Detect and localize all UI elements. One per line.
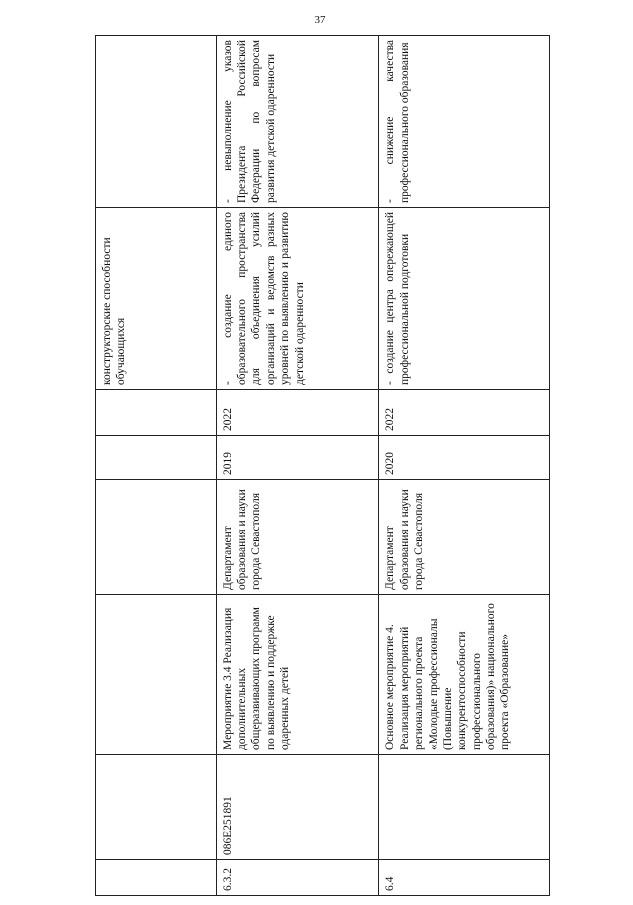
cell-num: 6.3.2 <box>216 860 379 896</box>
program-table <box>95 35 550 896</box>
cell-executor: Департамент образования и науки города Севастополя <box>379 480 550 595</box>
table-row <box>216 36 379 896</box>
rotated-table-frame <box>95 36 550 896</box>
cell-consequence <box>96 36 217 208</box>
cell-result: - создание центра опережающей профессиональной подготовки <box>379 208 550 390</box>
cell-code: 086E251891 <box>216 755 379 860</box>
cell-num: 6.4 <box>379 860 550 896</box>
cell-title <box>96 595 217 755</box>
cell-executor <box>96 480 217 595</box>
table-row <box>379 36 550 896</box>
cell-end: 2022 <box>216 390 379 436</box>
cell-end <box>96 390 217 436</box>
cell-code <box>379 755 550 860</box>
page-number: 37 <box>314 14 326 26</box>
cell-end: 2022 <box>379 390 550 436</box>
cell-start: 2019 <box>216 436 379 480</box>
cell-result: - создание единого образовательного пространства для объединения усилий организаций и ведомств разных уровней по выявлению и развитию детской одаренности <box>216 208 379 390</box>
cell-executor: Департамент образования и науки города Севастополя <box>216 480 379 595</box>
cell-title: Мероприятие 3.4 Реализация дополнительных общеразвивающих программ по выявлению и поддержке одаренных детей <box>216 595 379 755</box>
cell-start <box>96 436 217 480</box>
cell-title: Основное мероприятие 4. Реализация мероприятий регионального проекта «Молодые профессионалы (Повышение конкурентоспособности профессионального образования)» национального проекта «Образование» <box>379 595 550 755</box>
cell-consequence: - невыполнение указов Президента Российской Федерации по вопросам развития детской одаренности <box>216 36 379 208</box>
table-sheet <box>95 36 550 896</box>
cell-code <box>96 755 217 860</box>
cell-consequence: - снижение качества профессионального образования <box>379 36 550 208</box>
table-row-continuation <box>96 36 217 896</box>
cell-start: 2020 <box>379 436 550 480</box>
cell-num <box>96 860 217 896</box>
cell-result: конструкторские способности обучающихся <box>96 208 217 390</box>
